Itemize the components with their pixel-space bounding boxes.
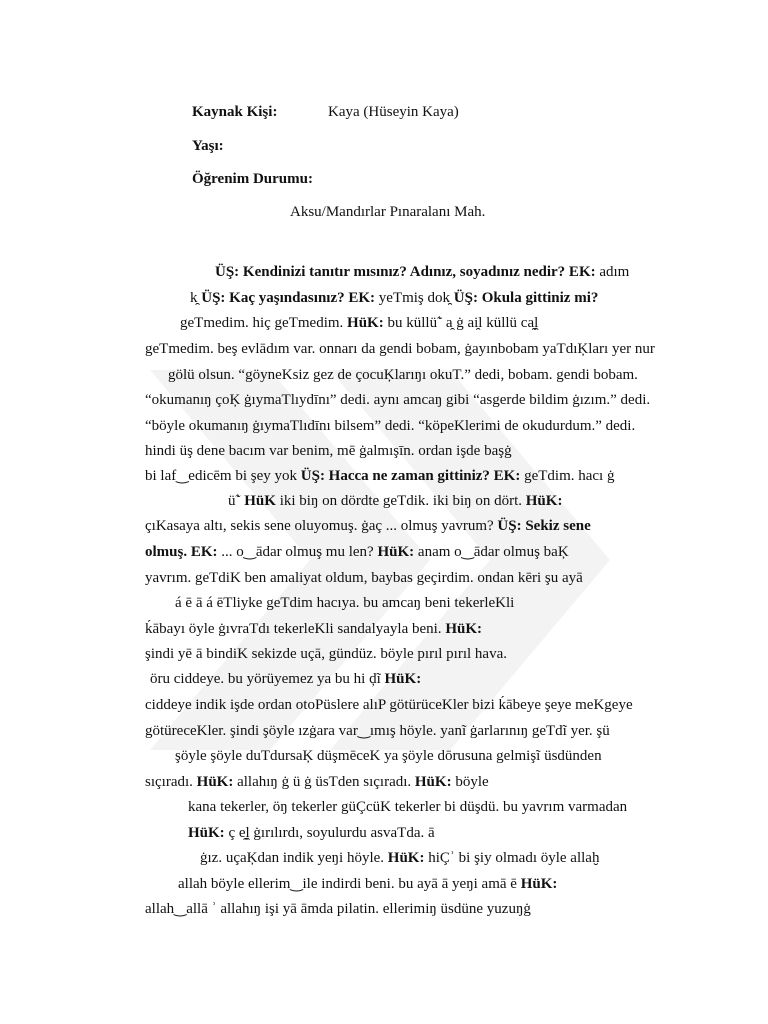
speech-text: allah böyle ellerim‿ile indirdi beni. bu ayā ā yeŋi amā ē: [178, 876, 521, 892]
text-line: [145, 442, 677, 460]
speech-text: kana tekerler, öŋ tekerler güÇcüK tekerler bi düşdü. bu yavrım varmadan: [188, 799, 628, 815]
text-line: [145, 543, 677, 561]
speech-text: yavrım. geTdiK ben amaliyat oldum, baybas geçirdim. ondan kēri şu ayā: [145, 570, 583, 586]
speech-text: “okumanıŋ çoĶ ġıymaTlıydīnı” dedi. aynı amcaŋ gibi “asgerde bildim ġızım.” dedi.: [145, 392, 651, 408]
speech-text: iki biŋ on dördte geTdik. iki biŋ on dört.: [275, 493, 526, 509]
speech-text: bi laf‿edicēm bi şey yok: [145, 468, 301, 484]
speaker-tag: HüK:: [347, 315, 384, 331]
speaker-tag: HüK:: [525, 493, 563, 509]
speech-text: allahıŋ ġ ü ġ üsTden sıçıradı.: [233, 774, 415, 790]
speech-text: k̯: [190, 290, 202, 306]
speech-text: anam o‿ādar olmuş baĶ: [414, 544, 569, 560]
speech-text: ü̃ʾ: [228, 493, 245, 509]
text-line: [145, 417, 677, 435]
speech-text: ... o‿ādar olmuş mu len?: [217, 544, 378, 560]
text-line: [168, 366, 677, 384]
text-line: [175, 594, 677, 612]
speech-text: şindi yē ā bindiK sekizde uçā, gündüz. böyle pırıl pırıl hava.: [145, 646, 507, 662]
text-line: [190, 289, 677, 307]
speaker-tag: ÜŞ: Kendinizi tanıtır mısınız? Adınız, soyadınız nedir? EK:: [215, 264, 596, 280]
speech-text: şöyle şöyle duTdursaĶ düşmēceK ya şöyle dōrusuna gelmişĩ üsdünden: [175, 748, 602, 764]
speech-text: gölü olsun. “göyneKsiz gez de çocuĶlarıŋı okuT.” dedi, bobam. gendi bobam.: [168, 367, 638, 383]
text-line: [200, 849, 677, 867]
speech-text: sıçıradı.: [145, 774, 197, 790]
source-label: Kaynak Kişi:: [192, 104, 278, 120]
speech-text: hiÇʾ bi şiy olmadı öyle allaḫ: [424, 850, 600, 866]
text-line: [145, 517, 677, 535]
speech-text: bu küllü̃ʾ a̯ ġ ai̯l küllü ca̯ḽ: [383, 315, 539, 331]
speaker-tag: ÜŞ: Hacca ne zaman gittiniz? EK:: [300, 468, 521, 484]
text-line: [180, 314, 677, 332]
text-line: [145, 900, 677, 918]
speech-text: adım: [595, 264, 630, 280]
speaker-tag: HüK:: [445, 621, 482, 637]
speaker-tag: HüK:: [520, 876, 558, 892]
speech-text: hindi üş dene bacım var benim, mē ġalmışīn. ordan işde başġ: [145, 443, 512, 459]
education-label: Öğrenim Durumu:: [192, 171, 313, 187]
text-line: [145, 773, 677, 791]
text-line: [215, 263, 677, 281]
speech-text: geTmedim. beş evlādım var. onnarı da gendi bobam, ġayınbobam yaTdıĶları yer nur: [145, 341, 655, 357]
speech-text: ç e̯ḽ ġırılırdı, soyulurdu asvaTda. ā: [224, 825, 435, 841]
speech-text: geTdim. hacı ġ: [520, 468, 615, 484]
speaker-tag: ÜŞ: Sekiz sene: [497, 518, 591, 534]
text-line: [145, 340, 677, 358]
text-line: [145, 696, 677, 714]
address-line: Aksu/Mandırlar Pınaralanı Mah.: [290, 204, 486, 220]
speech-text: götüreceKler. şindi şöyle ızġara var‿ımış höyle. yanĩ ġarlarınıŋ geTdĩ yer. şü: [145, 723, 610, 739]
text-line: [188, 798, 677, 816]
text-line: [145, 722, 677, 740]
text-line: [178, 875, 677, 893]
speaker-tag: HüK:: [384, 671, 422, 687]
speaker-tag: HüK:: [188, 825, 225, 841]
speech-text: yeTmiş dok̯: [375, 290, 454, 306]
source-value: Kaya (Hüseyin Kaya): [328, 104, 459, 120]
speaker-tag: HüK:: [377, 544, 415, 560]
text-line: [145, 467, 677, 485]
text-line: [145, 391, 677, 409]
text-line: [145, 620, 677, 638]
speech-text: ḱābayı öyle ġıvraTdı tekerleKli sandalyayla beni.: [145, 621, 446, 637]
speech-text: böyle: [451, 774, 489, 790]
speech-text: “böyle okumanıŋ ġıymaTlıdīnı bilsem” dedi. “köpeKlerimi de okudurdum.” dedi.: [145, 418, 636, 434]
speaker-tag: ÜŞ: Kaç yaşındasınız? EK:: [201, 290, 376, 306]
age-label: Yaşı:: [192, 138, 224, 154]
text-line: [145, 569, 677, 587]
speaker-tag: HüK:: [414, 774, 452, 790]
speech-text: öru ciddeye. bu yörüyemez ya bu hi ḑĩ: [150, 671, 385, 687]
speaker-tag: HüK: [244, 493, 276, 509]
speaker-tag: HüK:: [387, 850, 425, 866]
speech-text: á ē ā á ēTliyke geTdim hacıya. bu amcaŋ beni tekerleKli: [175, 595, 515, 611]
text-line: [188, 824, 677, 842]
text-line: [175, 747, 677, 765]
text-line: [145, 645, 677, 663]
speech-text: ciddeye indik işde ordan otoPüslere alıP götürücеKler bizi ḱābeye şeye meKgeye: [145, 697, 633, 713]
speaker-tag: olmuş. EK:: [145, 544, 218, 560]
speaker-tag: ÜŞ: Okula gittiniz mi?: [453, 290, 599, 306]
speech-text: ġız. uçaĶdan indik yeŋi höyle.: [200, 850, 388, 866]
text-line: [228, 492, 677, 510]
speech-text: çıKasaya altı, sekis sene oluyomuş. ġaç ... olmuş yavrum?: [145, 518, 498, 534]
speech-text: geTmedim. hiç geTmedim.: [180, 315, 348, 331]
speech-text: allah‿allā ʾ allahıŋ işi yā āmda pilatin. ellerimiŋ üsdüne yuzuŋġ: [145, 901, 531, 917]
text-line: [150, 670, 677, 688]
speaker-tag: HüK:: [196, 774, 234, 790]
